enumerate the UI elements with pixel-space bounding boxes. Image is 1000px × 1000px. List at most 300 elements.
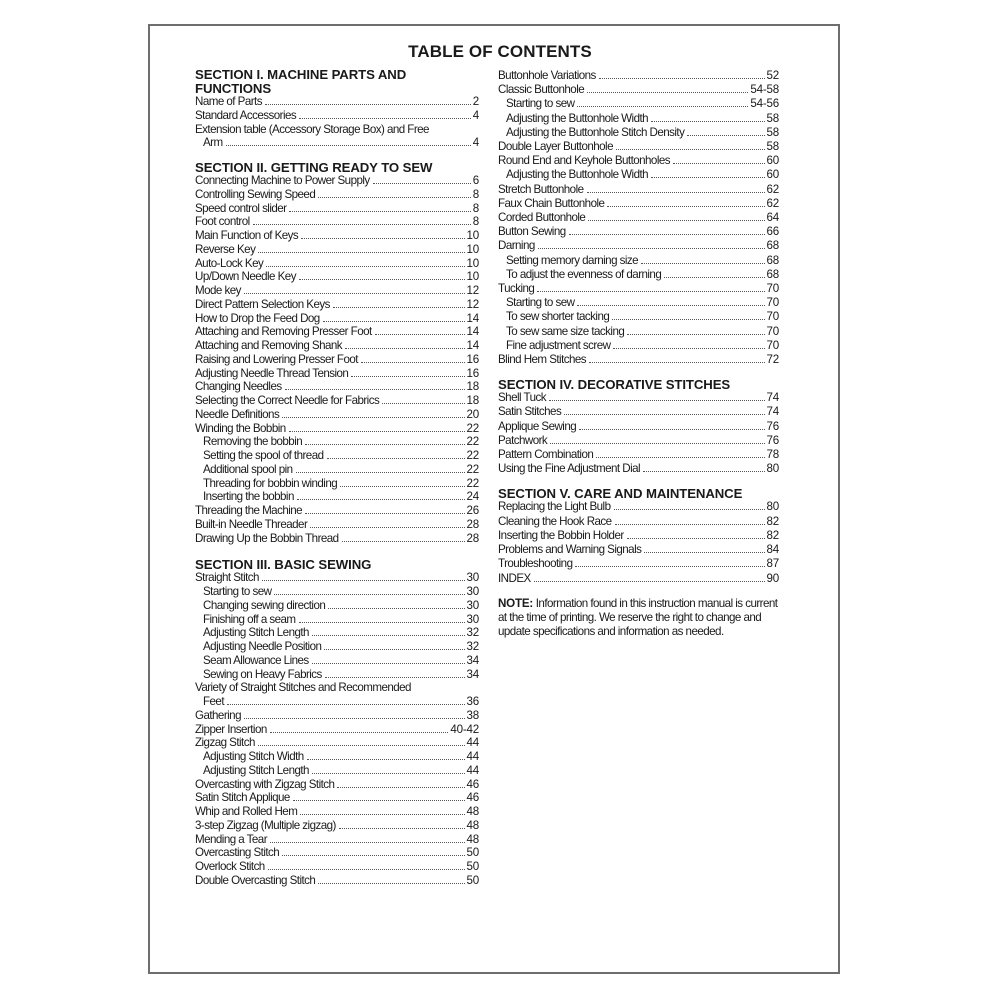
page-number: 14 (466, 311, 479, 325)
page-number: 54-56 (750, 97, 779, 111)
page-number: 60 (766, 154, 779, 168)
page-number: 22 (466, 421, 479, 435)
toc-entry[interactable] (195, 284, 479, 298)
entry-label: Overcasting Stitch (195, 846, 280, 860)
section-heading-line: SECTION I. MACHINE PARTS AND (195, 67, 407, 82)
entry-label: Starting to sew (506, 296, 575, 310)
page-number: 87 (766, 557, 779, 571)
toc-entry[interactable] (498, 529, 779, 543)
entry-label: To adjust the evenness of darning (506, 267, 662, 281)
dot-leader (651, 176, 764, 178)
dot-leader (299, 621, 465, 623)
toc-entry[interactable] (195, 95, 479, 109)
entry-label: Setting memory darning size (506, 253, 639, 267)
toc-subentry[interactable] (498, 296, 779, 310)
page-number: 20 (466, 407, 479, 421)
page-number: 48 (466, 818, 479, 832)
section-heading-line: SECTION II. GETTING READY TO SEW (195, 160, 433, 175)
page-number: 18 (466, 394, 479, 407)
dot-leader (258, 251, 464, 253)
page-number: 62 (766, 182, 779, 196)
toc-entry[interactable] (498, 69, 779, 83)
page-number: 44 (466, 736, 479, 750)
toc-entry[interactable] (195, 215, 479, 229)
toc-entry[interactable] (498, 197, 779, 211)
dot-leader (301, 237, 464, 239)
toc-entry[interactable] (195, 860, 479, 874)
entry-label: Seam Allowance Lines (203, 653, 309, 667)
toc-entry[interactable] (195, 805, 479, 819)
toc-subentry[interactable] (498, 126, 779, 140)
page-number: 64 (766, 211, 779, 225)
page-number: 66 (766, 225, 779, 239)
toc-entry[interactable] (195, 736, 479, 750)
toc-entry[interactable] (195, 394, 479, 408)
toc-entry[interactable] (195, 695, 479, 709)
dot-leader (312, 662, 465, 664)
toc-entry[interactable] (195, 422, 479, 436)
section-heading (498, 487, 779, 500)
entry-label: Additional spool pin (203, 462, 293, 476)
entry-label: Speed control slider (195, 201, 287, 215)
dot-leader (340, 485, 464, 487)
page-number: 22 (466, 476, 479, 490)
page-number: 50 (466, 860, 479, 873)
entry-label: Inserting the bobbin (203, 490, 294, 504)
dot-leader (227, 703, 465, 705)
dot-leader (538, 247, 765, 249)
toc-entry[interactable] (195, 339, 479, 353)
toc-entry[interactable] (498, 211, 779, 225)
page-number: 30 (466, 612, 479, 626)
toc-entry[interactable] (195, 243, 479, 257)
page-number: 58 (766, 125, 779, 139)
entry-label: Faux Chain Buttonhole (498, 196, 605, 210)
dot-leader (577, 105, 748, 107)
dot-leader (253, 223, 471, 225)
toc-subentry[interactable] (498, 310, 779, 324)
dot-leader (297, 498, 465, 500)
page-number: 30 (466, 585, 479, 598)
dot-leader (289, 430, 465, 432)
dot-leader (327, 457, 465, 459)
entry-label: Satin Stitch Applique (195, 791, 290, 805)
entry-label: Double Layer Buttonhole (498, 140, 613, 154)
toc-subentry[interactable] (195, 626, 479, 640)
dot-leader (282, 416, 464, 418)
page-number: 6 (472, 174, 479, 187)
page-number: 74 (766, 405, 779, 419)
page-number: 10 (466, 256, 479, 270)
page-number: 58 (766, 140, 779, 154)
entry-label: Troubleshooting (498, 557, 573, 571)
entry-label: Threading the Machine (195, 504, 303, 517)
dot-leader (268, 868, 465, 870)
dot-leader (627, 537, 765, 539)
dot-leader (296, 471, 465, 473)
entry-label: Threading for bobbin winding (203, 476, 338, 490)
dot-leader (373, 182, 471, 184)
toc-entry[interactable] (195, 571, 479, 585)
toc-subentry[interactable] (195, 640, 479, 654)
entry-label: Sewing on Heavy Fabrics (203, 667, 322, 681)
toc-entry[interactable] (498, 239, 779, 253)
page-number: 78 (766, 448, 779, 462)
page-number: 32 (466, 626, 479, 640)
page-number: 68 (766, 267, 779, 281)
page-number: 38 (466, 708, 479, 722)
page-number: 82 (766, 514, 779, 528)
entry-label: Standard Accessories (195, 108, 297, 122)
page-number: 48 (466, 832, 479, 846)
page-number: 82 (766, 528, 779, 542)
page-number: 50 (466, 846, 479, 860)
entry-label: Button Sewing (498, 225, 566, 239)
entry-label: Main Function of Keys (195, 229, 299, 242)
dot-leader (615, 523, 765, 525)
dot-leader (550, 442, 764, 444)
dot-leader (579, 428, 764, 430)
section-gap (498, 586, 779, 597)
dot-leader (641, 262, 764, 264)
toc-subentry[interactable] (195, 585, 479, 599)
toc-subentry[interactable] (195, 654, 479, 668)
entry-label-continued: Feet (203, 695, 224, 708)
page-number: 2 (472, 95, 479, 108)
dot-leader (345, 347, 464, 349)
dot-leader (587, 191, 765, 193)
toc-entry[interactable] (498, 391, 779, 405)
toc-subentry[interactable] (195, 613, 479, 627)
toc-subentry[interactable] (195, 750, 479, 764)
dot-leader (612, 318, 764, 320)
page-number: 74 (766, 391, 779, 405)
page-number: 36 (466, 695, 479, 708)
dot-leader (361, 361, 465, 363)
page-number: 28 (466, 517, 479, 531)
toc-column-right (498, 69, 779, 639)
entry-label: Overcasting with Zigzag Stitch (195, 777, 335, 791)
entry-label: Changing Needles (195, 380, 282, 394)
entry-label: Applique Sewing (498, 419, 577, 433)
entry-label: Blind Hem Stitches (498, 353, 587, 367)
entry-label: Raising and Lowering Presser Foot (195, 352, 358, 366)
dot-leader (300, 813, 464, 815)
toc-entry[interactable] (498, 515, 779, 529)
dot-leader (643, 470, 764, 472)
entry-label: Finishing off a seam (203, 612, 296, 626)
toc-entry[interactable] (498, 572, 779, 586)
dot-leader (258, 744, 465, 746)
page-number: 46 (466, 791, 479, 805)
toc-entry[interactable] (195, 136, 479, 150)
page-number: 60 (766, 168, 779, 182)
toc-entry[interactable] (195, 188, 479, 202)
entry-label: Using the Fine Adjustment Dial (498, 462, 641, 476)
dot-leader (285, 388, 465, 390)
entry-label: Cleaning the Hook Race (498, 514, 612, 528)
page-number: 70 (766, 324, 779, 338)
entry-label: Stretch Buttonhole (498, 182, 584, 196)
dot-leader (270, 731, 449, 733)
dot-leader (328, 607, 464, 609)
page-number: 84 (766, 543, 779, 557)
toc-entry[interactable] (195, 229, 479, 243)
page-number: 54-58 (750, 83, 779, 97)
toc-section (498, 487, 779, 585)
toc-entry[interactable] (498, 140, 779, 154)
dot-leader (613, 347, 764, 349)
page-number: 80 (766, 500, 779, 514)
page-number: 52 (766, 69, 779, 82)
entry-label: Adjusting Stitch Length (203, 626, 309, 640)
page-number: 34 (466, 653, 479, 667)
page-number: 14 (466, 325, 479, 339)
toc-entry[interactable] (195, 504, 479, 518)
section-heading (195, 68, 479, 95)
toc-entry[interactable] (195, 819, 479, 833)
dot-leader (342, 540, 465, 542)
entry-label: Whip and Rolled Hem (195, 805, 298, 818)
dot-leader (244, 292, 465, 294)
toc-entry[interactable] (195, 257, 479, 271)
toc-subentry[interactable] (195, 668, 479, 682)
entry-label: Fine adjustment screw (506, 338, 611, 352)
entry-label: Corded Buttonhole (498, 211, 586, 225)
toc-subentry[interactable] (498, 168, 779, 182)
toc-section (195, 558, 479, 887)
page-number: 46 (466, 777, 479, 791)
page-number: 76 (766, 419, 779, 433)
dot-leader (244, 717, 465, 719)
dot-leader (382, 402, 464, 404)
page-number: 16 (466, 366, 479, 380)
toc-entry[interactable] (498, 282, 779, 296)
entry-label: Adjusting Stitch Width (203, 750, 304, 763)
toc-entry[interactable] (195, 709, 479, 723)
entry-label: Attaching and Removing Shank (195, 339, 343, 352)
page-title: TABLE OF CONTENTS (408, 42, 592, 61)
entry-label: Pattern Combination (498, 448, 594, 462)
toc-entry[interactable] (195, 109, 479, 123)
note-paragraph (498, 597, 779, 639)
toc-entry[interactable] (195, 874, 479, 888)
section-heading-line: SECTION V. CARE AND MAINTENANCE (498, 486, 743, 502)
page-number: 70 (766, 338, 779, 352)
toc-entry[interactable] (195, 270, 479, 284)
dot-leader (575, 565, 764, 567)
toc-subentry[interactable] (195, 435, 479, 449)
entry-label: Connecting Machine to Power Supply (195, 174, 370, 187)
toc-entry[interactable] (498, 500, 779, 514)
toc-entry[interactable] (195, 532, 479, 546)
page-number: 26 (466, 504, 479, 517)
page-number: 8 (472, 215, 479, 229)
entry-label: Starting to sew (506, 97, 575, 111)
entry-label: Needle Definitions (195, 407, 280, 421)
entry-label: Zipper Insertion (195, 722, 267, 736)
dot-leader (614, 508, 765, 510)
page-number: 10 (466, 242, 479, 256)
toc-subentry[interactable] (498, 268, 779, 282)
entry-label: Drawing Up the Bobbin Thread (195, 531, 339, 545)
section-heading (195, 558, 479, 571)
toc-entry[interactable] (195, 312, 479, 326)
toc-entry-line[interactable] (195, 681, 479, 695)
dot-leader (270, 841, 464, 843)
toc-entry[interactable] (498, 183, 779, 197)
dot-leader (651, 120, 764, 122)
entry-label: Classic Buttonhole (498, 83, 585, 97)
entry-label: Changing sewing direction (203, 598, 326, 612)
entry-label: Darning (498, 239, 535, 253)
toc-subentry[interactable] (498, 97, 779, 111)
page-number: 30 (466, 598, 479, 612)
toc-entry[interactable] (498, 543, 779, 557)
dot-leader (305, 443, 464, 445)
toc-entry[interactable] (498, 83, 779, 97)
page-number: 44 (466, 750, 479, 763)
page-number: 12 (466, 297, 479, 311)
entry-label: Straight Stitch (195, 571, 259, 585)
section-heading-line: SECTION III. BASIC SEWING (195, 557, 372, 573)
dot-leader (324, 648, 464, 650)
page-number: 72 (766, 353, 779, 367)
dot-leader (299, 278, 465, 280)
toc-subentry[interactable] (498, 325, 779, 339)
toc-entry[interactable] (498, 462, 779, 476)
page-number: 12 (466, 284, 479, 297)
toc-entry[interactable] (195, 723, 479, 737)
toc-entry-line[interactable] (195, 123, 479, 137)
toc-entry[interactable] (498, 225, 779, 239)
page-number: 30 (466, 571, 479, 585)
entry-label: How to Drop the Feed Dog (195, 311, 320, 325)
toc-subentry[interactable] (195, 477, 479, 491)
toc-entry[interactable] (195, 408, 479, 422)
page-number: 68 (766, 253, 779, 267)
toc-entry[interactable] (195, 367, 479, 381)
page-number: 22 (466, 462, 479, 476)
dot-leader (323, 320, 465, 322)
dot-leader (337, 786, 464, 788)
toc-entry[interactable] (195, 791, 479, 805)
toc-entry[interactable] (498, 557, 779, 571)
toc-entry[interactable] (195, 298, 479, 312)
toc-entry[interactable] (195, 325, 479, 339)
dot-leader (318, 196, 471, 198)
dot-leader (569, 233, 765, 235)
page-number: 44 (466, 763, 479, 777)
entry-label: Replacing the Light Bulb (498, 500, 611, 514)
entry-label: Patchwork (498, 433, 548, 447)
entry-label: Problems and Warning Signals (498, 543, 642, 557)
toc-entry[interactable] (195, 380, 479, 394)
toc-entry[interactable] (498, 154, 779, 168)
entry-label-continued: Arm (203, 136, 223, 150)
entry-label: Attaching and Removing Presser Foot (195, 325, 372, 339)
toc-section (195, 161, 479, 545)
entry-label: Reverse Key (195, 242, 256, 256)
page-number: 32 (466, 640, 479, 653)
toc-entry[interactable] (195, 174, 479, 188)
entry-label: Satin Stitches (498, 405, 562, 419)
page-number: 16 (466, 352, 479, 366)
toc-subentry[interactable] (498, 112, 779, 126)
toc-entry[interactable] (498, 434, 779, 448)
dot-leader (616, 148, 765, 150)
dot-leader (351, 375, 464, 377)
note-label: NOTE: (498, 596, 534, 610)
toc-entry[interactable] (195, 833, 479, 847)
toc-subentry[interactable] (195, 599, 479, 613)
dot-leader (537, 290, 764, 292)
toc-entry[interactable] (195, 353, 479, 367)
entry-label: Zigzag Stitch (195, 736, 255, 750)
entry-label: Direct Pattern Selection Keys (195, 297, 330, 311)
toc-entry[interactable] (195, 778, 479, 792)
section-heading (498, 378, 779, 391)
dot-leader (266, 265, 464, 267)
dot-leader (262, 579, 465, 581)
entry-label: Up/Down Needle Key (195, 270, 296, 284)
toc-subentry[interactable] (195, 463, 479, 477)
page-number: 4 (472, 136, 479, 150)
page-number: 28 (466, 531, 479, 545)
dot-leader (318, 882, 464, 884)
entry-label: Controlling Sewing Speed (195, 187, 316, 201)
entry-label: Built-in Needle Threader (195, 517, 308, 531)
toc-entry[interactable] (195, 202, 479, 216)
entry-label: Variety of Straight Stitches and Recommended (195, 681, 411, 695)
toc-subentry[interactable] (498, 339, 779, 353)
entry-label: Adjusting the Buttonhole Width (506, 111, 649, 125)
toc-entry[interactable] (498, 448, 779, 462)
toc-entry[interactable] (195, 518, 479, 532)
section-heading-line: SECTION IV. DECORATIVE STITCHES (498, 377, 731, 393)
dot-leader (673, 162, 764, 164)
dot-leader (299, 117, 471, 119)
entry-label: Auto-Lock Key (195, 256, 264, 270)
page-number: 62 (766, 196, 779, 210)
page-number: 70 (766, 282, 779, 296)
entry-label: Adjusting Needle Position (203, 640, 322, 653)
toc-subentry[interactable] (195, 764, 479, 778)
page-number: 8 (472, 201, 479, 215)
dot-leader (282, 854, 464, 856)
toc-entry[interactable] (195, 846, 479, 860)
page-number: 70 (766, 310, 779, 324)
entry-label: Mending a Tear (195, 832, 268, 846)
entry-label: Round End and Keyhole Buttonholes (498, 154, 671, 168)
toc-subentry[interactable] (195, 490, 479, 504)
toc-entry[interactable] (498, 420, 779, 434)
toc-subentry[interactable] (498, 254, 779, 268)
dot-leader (607, 205, 764, 207)
entry-label: Setting the spool of thread (203, 449, 324, 462)
page-number: 10 (466, 229, 479, 242)
toc-section (498, 378, 779, 476)
toc-entry[interactable] (498, 353, 779, 367)
entry-label: Winding the Bobbin (195, 421, 286, 435)
toc-entry[interactable] (498, 405, 779, 419)
dot-leader (307, 758, 465, 760)
dot-leader (305, 512, 464, 514)
note-text: Information found in this instruction manual is current at the time of printing. We reserve the right to change and update specifications and information as needed. (498, 596, 778, 638)
entry-label: Removing the bobbin (203, 435, 303, 449)
toc-subentry[interactable] (195, 449, 479, 463)
dot-leader (664, 276, 764, 278)
